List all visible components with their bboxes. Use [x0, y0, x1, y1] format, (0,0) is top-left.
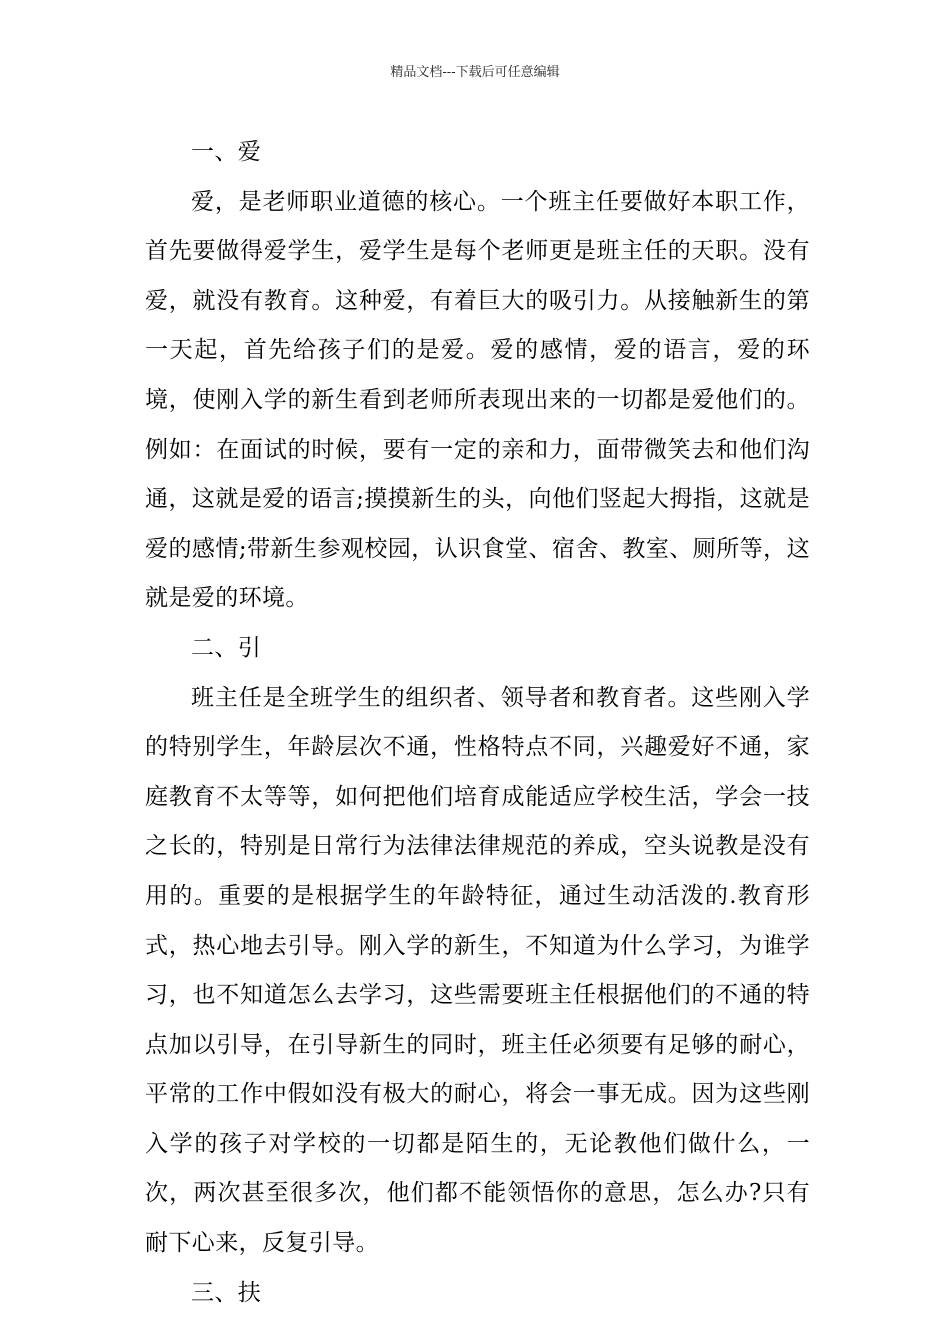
section-heading-3: 三、扶 — [191, 1279, 262, 1306]
document-body — [145, 128, 810, 1318]
section-heading-2: 二、引 — [191, 634, 262, 661]
page-header: 精品文档---下载后可任意编辑 — [390, 65, 560, 80]
section-paragraph-2: 班主任是全班学生的组织者、领导者和教育者。这些刚入学的特别学生，年龄层次不通，性格特点不同，兴趣爱好不通，家庭教育不太等等，如何把他们培育成能适应学校生活，学会一技之长的，特别是日常行为法律法律规范的养成，空头说教是没有用的。重要的是根据学生的年龄特征，通过生动活泼的.教育形式，热心地去引导。刚入学的新生，不知道为什么学习，为谁学习，也不知道怎么去学习，这些需要班主任根据他们的不通的特点加以引导，在引导新生的同时，班主任必须要有足够的耐心，平常的工作中假如没有极大的耐心，将会一事无成。因为这些刚入学的孩子对学校的一切都是陌生的，无论教他们做什么，一次，两次甚至很多次，他们都不能领悟你的意思，怎么办?只有耐下心来，反复引导。 — [145, 684, 810, 1257]
section-heading-1: 一、爱 — [191, 139, 262, 165]
section-paragraph-1: 爱，是老师职业道德的核心。一个班主任要做好本职工作，首先要做得爱学生，爱学生是每个老师更是班主任的天职。没有爱，就没有教育。这种爱，有着巨大的吸引力。从接触新生的第一天起，首先给孩子们的是爱。爱的感情，爱的语言，爱的环境，使刚入学的新生看到老师所表现出来的一切都是爱他们的。例如：在面试的时候，要有一定的亲和力，面带微笑去和他们沟通，这就是爱的语言;摸摸新生的头，向他们竖起大拇指，这就是爱的感情;带新生参观校园，认识食堂、宿舍、教室、厕所等，这就是爱的环境。 — [145, 188, 810, 612]
